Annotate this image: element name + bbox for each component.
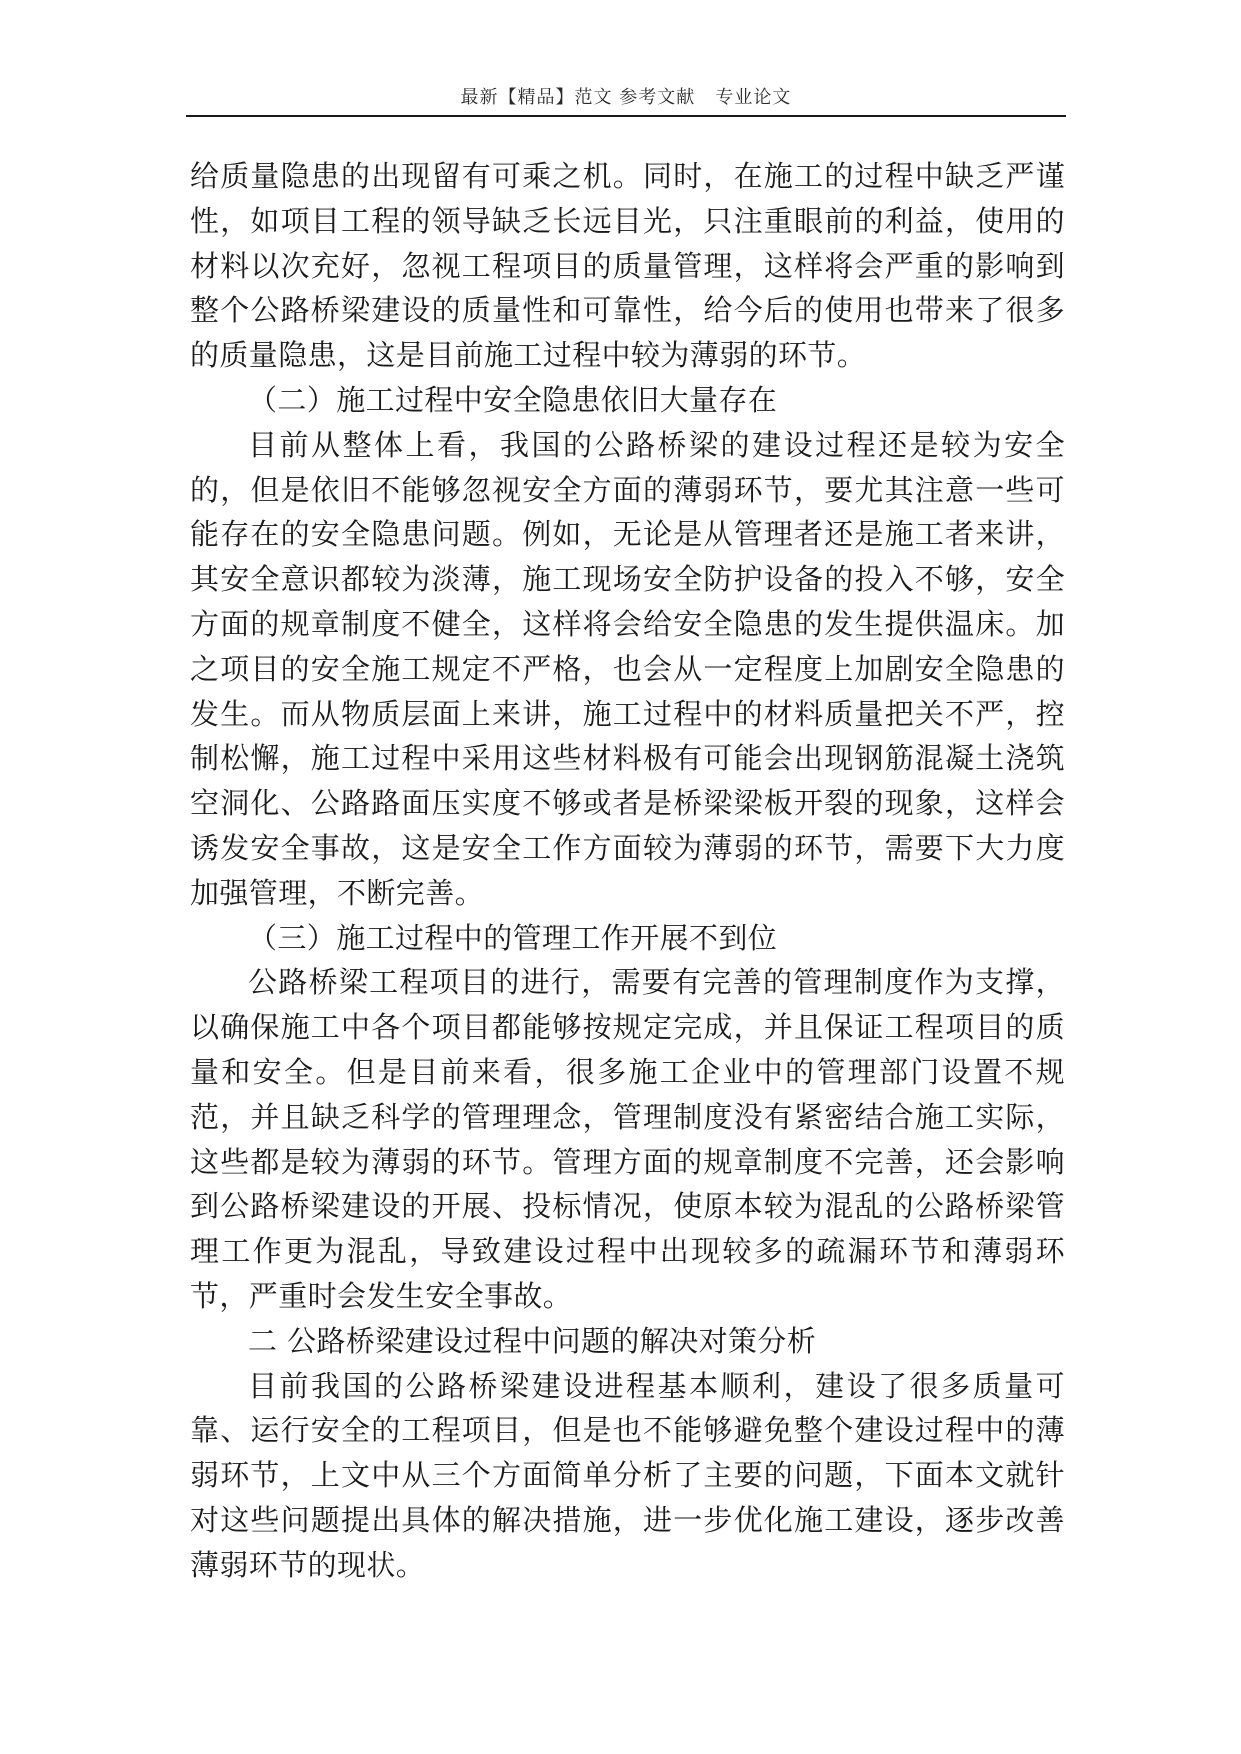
paragraph-solutions: 目前我国的公路桥梁建设进程基本顺利，建设了很多质量可靠、运行安全的工程项目，但是也不能够避免整个建设过程中的薄弱环节，上文中从三个方面简单分析了主要的问题，下面本文就针对这些问题提出具体的解决措施，进一步优化施工建设，逐步改善薄弱环节的现状。 [190,1368,1065,1582]
section-heading-3: （三）施工过程中的管理工作开展不到位 [248,920,778,955]
section-heading-2: （二）施工过程中安全隐患依旧大量存在 [248,382,778,417]
document-body [190,154,1065,1588]
paragraph-management: 公路桥梁工程项目的进行，需要有完善的管理制度作为支撑，以确保施工中各个项目都能够按规定完成，并且保证工程项目的质量和安全。但是目前来看，很多施工企业中的管理部门设置不规范，并且缺乏科学的管理理念，管理制度没有紧密结合施工实际，这些都是较为薄弱的环节。管理方面的规章制度不完善，还会影响到公路桥梁建设的开展、投标情况，使原本较为混乱的公路桥梁管理工作更为混乱，导致建设过程中出现较多的疏漏环节和薄弱环节，严重时会发生安全事故。 [190,965,1065,1313]
paragraph-safety: 目前从整体上看，我国的公路桥梁的建设过程还是较为安全的，但是依旧不能够忽视安全方面的薄弱环节，要尤其注意一些可能存在的安全隐患问题。例如，无论是从管理者还是施工者来讲，其安全意识都较为淡薄，施工现场安全防护设备的投入不够，安全方面的规章制度不健全，这样将会给安全隐患的发生提供温床。加之项目的安全施工规定不严格，也会从一定程度上加剧安全隐患的发生。而从物质层面上来讲，施工过程中的材料质量把关不严，控制松懈，施工过程中采用这些材料极有可能会出现钢筋混凝土浇筑空洞化、公路路面压实度不够或者是桥梁梁板开裂的现象，这样会诱发安全事故，这是安全工作方面较为薄弱的环节，需要下大力度加强管理，不断完善。 [190,427,1065,910]
paragraph-continued: 给质量隐患的出现留有可乘之机。同时，在施工的过程中缺乏严谨性，如项目工程的领导缺乏长远目光，只注重眼前的利益，使用的材料以次充好，忽视工程项目的质量管理，这样将会严重的影响到整个公路桥梁建设的质量性和可靠性，给今后的使用也带来了很多的质量隐患，这是目前施工过程中较为薄弱的环节。 [190,159,1065,373]
running-header: 最新【精品】范文 参考文献 专业论文 [460,87,792,108]
header-rule [186,115,1066,117]
section-heading-solutions: 二 公路桥梁建设过程中问题的解决对策分析 [248,1323,817,1358]
